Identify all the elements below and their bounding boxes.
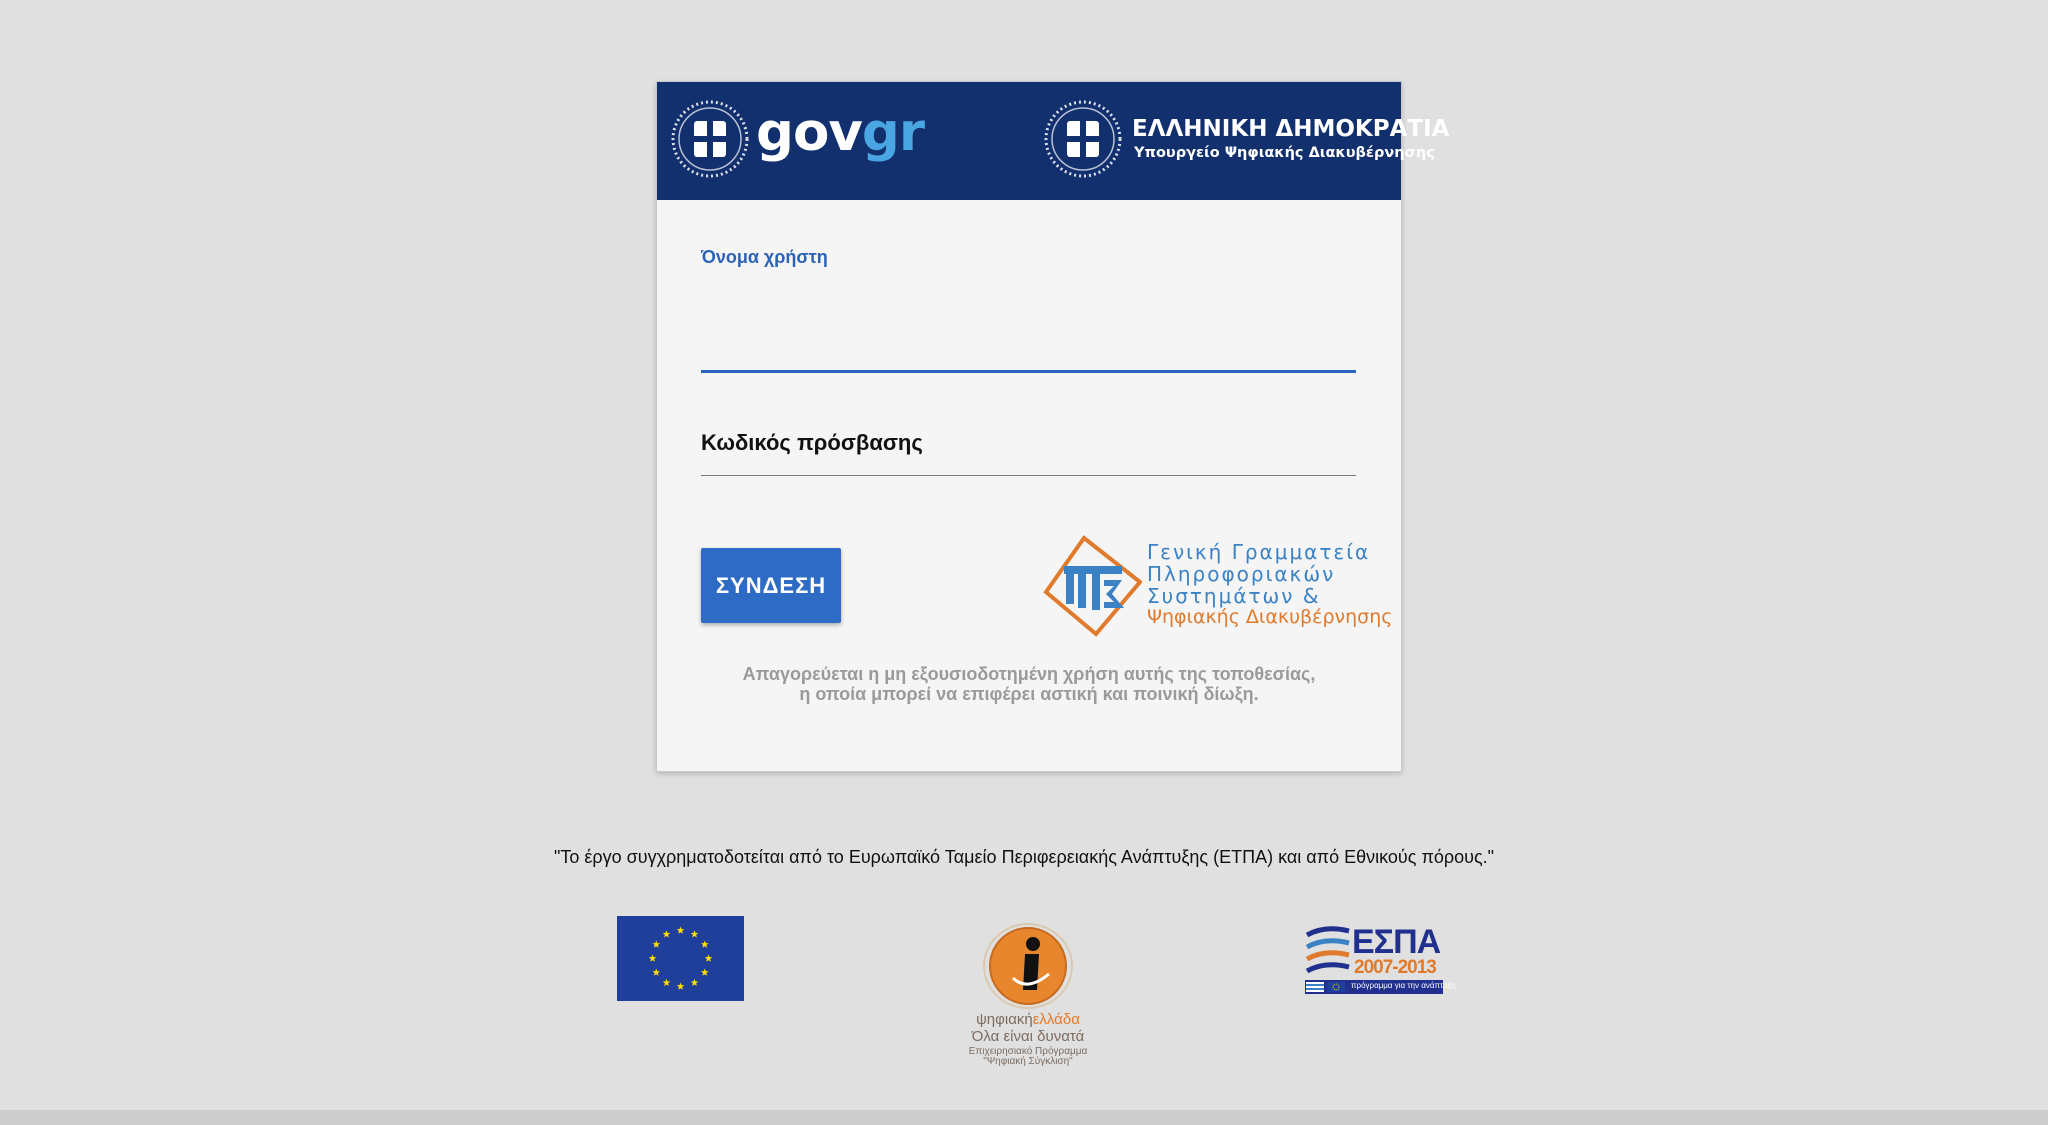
digital-greece-name-part2: ελλάδα <box>1032 1011 1080 1028</box>
warning-line1: Απαγορεύεται η μη εξουσιοδοτημένη χρήση αυτής της τοποθεσίας, <box>742 664 1316 684</box>
republic-title: ΕΛΛΗΝΙΚΗ ΔΗΜΟΚΡΑΤΙΑ <box>1132 116 1450 142</box>
greek-state-emblem-icon <box>1042 98 1124 180</box>
gsis-logo-line3: Συστημάτων & <box>1147 584 1321 608</box>
password-label: Κωδικός πρόσβασης <box>701 430 923 455</box>
eu-flag-icon <box>617 916 744 1001</box>
gsis-logo-line2: Πληροφοριακών <box>1147 562 1336 586</box>
digital-greece-program-line1: Επιχειρησιακό Πρόγραμμα <box>968 1046 1088 1057</box>
greece-eu-flags-icon <box>1305 980 1349 994</box>
password-input[interactable] <box>701 437 1356 473</box>
username-input[interactable] <box>701 332 1356 368</box>
govgr-logo <box>756 102 924 163</box>
greek-state-emblem-icon <box>669 98 751 180</box>
gsis-logo-line4: Ψηφιακής Διακυβέρνησης <box>1147 606 1393 628</box>
digital-greece-name-part1: ψηφιακή <box>976 1011 1033 1028</box>
digital-greece-emblem-icon <box>953 918 1103 1018</box>
espa-logo <box>1305 923 1456 997</box>
gsis-pi-icon <box>1042 534 1142 639</box>
login-card <box>656 81 1450 772</box>
warning-line2: η οποία μπορεί να επιφέρει αστική και ποινική δίωξη. <box>799 684 1259 704</box>
govgr-logo-gov: gov <box>756 102 862 163</box>
espa-slogan: πρόγραμμα για την ανάπτυξη <box>1351 981 1456 990</box>
espa-waves-icon <box>1305 925 1351 980</box>
username-field-underline <box>701 370 1356 373</box>
unauthorized-use-warning <box>657 664 1401 704</box>
digital-greece-text <box>940 1012 1116 1067</box>
espa-title: ΕΣΠΑ <box>1352 923 1441 961</box>
login-button[interactable]: ΣΥΝΔΕΣΗ <box>701 548 841 623</box>
digital-greece-name <box>940 1012 1116 1027</box>
gsis-logo-line1: Γενική Γραμματεία <box>1147 540 1371 564</box>
gsis-logo <box>1042 534 1393 639</box>
govgr-logo-gr: gr <box>861 102 924 163</box>
digital-greece-slogan: Όλα είναι δυνατά <box>971 1028 1085 1045</box>
ministry-subtitle: Υπουργείο Ψηφιακής Διακυβέρνησης <box>1134 145 1435 161</box>
username-label: Όνομα χρήστη <box>701 247 828 267</box>
password-field-underline <box>701 475 1356 476</box>
page-bottom-strip <box>0 1110 2048 1125</box>
digital-greece-program-line2: "Ψηφιακή Σύγκλιση" <box>983 1056 1073 1067</box>
funding-notice: "Το έργο συγχρηματοδοτείται από το Ευρωπαϊκό Ταμείο Περιφερειακής Ανάπτυξης (ΕΤΠΑ) και από Εθνικούς πόρους." <box>553 847 1495 867</box>
espa-years: 2007-2013 <box>1354 957 1436 978</box>
header-banner <box>657 82 1450 200</box>
